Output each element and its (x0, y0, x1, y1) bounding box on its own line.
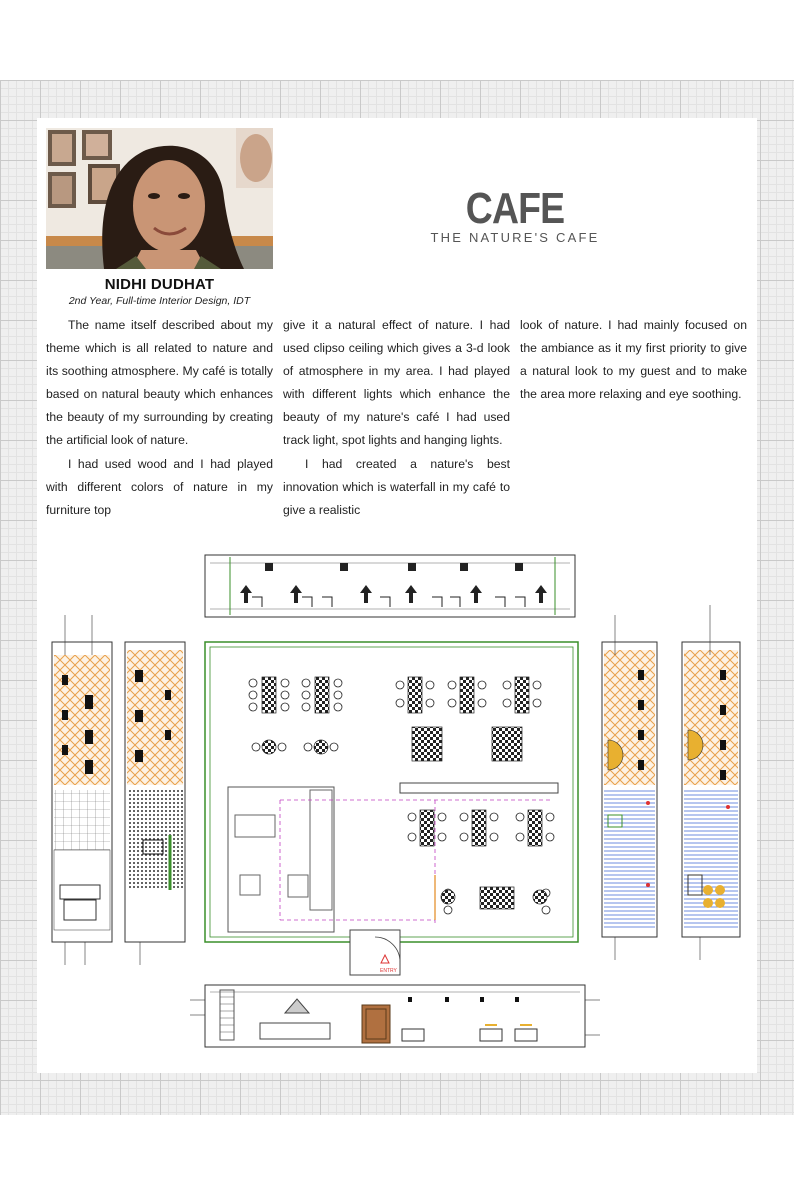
text-column-3 (520, 314, 747, 406)
paragraph: look of nature. I had mainly focused on the ambiance as it my first priority to give a natural look to my guest and to make the area more relaxing and eye soothing. (520, 318, 747, 402)
paragraph: give it a natural effect of nature. I had used clipso ceiling which gives a 3-d look of atmosphere in my area. I had played with different lights which enhance the beauty of my nature's café I had used track light, spot lights and hanging lights. (283, 318, 510, 448)
profile-photo (46, 128, 273, 269)
author-role: 2nd Year, Full-time Interior Design, IDT (68, 295, 251, 307)
right-elevation-1 (602, 615, 657, 960)
page-subtitle: THE NATURE'S CAFE (430, 230, 600, 245)
paragraph: I had used wood and I had played with different colors of nature in my furniture top (46, 456, 273, 517)
page-title: CAFE (465, 184, 565, 233)
floor-plan (205, 642, 578, 975)
bottom-section (190, 985, 600, 1047)
author-name: NIDHI DUDHAT (104, 276, 215, 293)
architectural-drawings (40, 545, 754, 1060)
drawings-svg (40, 545, 754, 1060)
text-column-1 (46, 314, 273, 522)
top-elevation (205, 555, 575, 617)
text-column-2 (283, 314, 510, 522)
right-elevation-2 (682, 605, 740, 960)
left-elevation-2 (125, 642, 185, 965)
left-elevation-1 (52, 615, 112, 965)
entry-label: ENTRY (380, 968, 397, 974)
paragraph: The name itself described about my theme which is all related to nature and its soothing atmosphere. My café is totally based on natural beauty which enhances the beauty of my surrounding by creating the artificial look of nature. (46, 318, 273, 448)
paragraph: I had created a nature's best innovation which is waterfall in my café to give a realistic (283, 456, 510, 517)
